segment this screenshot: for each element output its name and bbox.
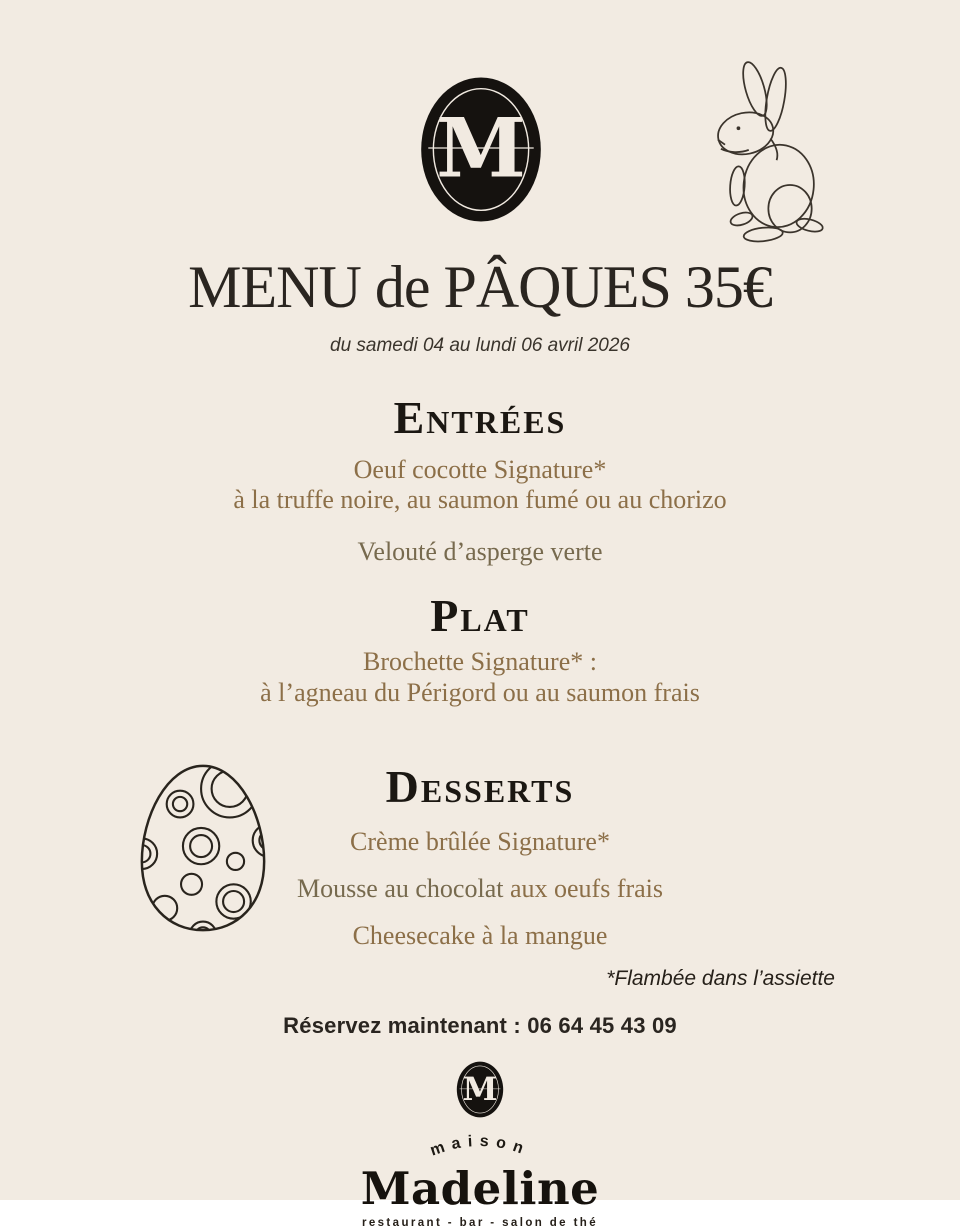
dish-description-part: aux oeufs frais xyxy=(509,873,664,903)
section-title-desserts: Desserts xyxy=(385,760,575,812)
maison-madeline-monogram-icon-small xyxy=(456,1061,504,1118)
dish-name: Cheesecake à la mangue xyxy=(352,921,608,951)
dish-name: Crème brûlée Signature* xyxy=(350,826,610,856)
dish-name: Brochette Signature* : xyxy=(363,647,597,677)
dish-group xyxy=(0,921,960,951)
menu-dates: du samedi 04 au lundi 06 avril 2026 xyxy=(330,335,630,356)
menu-title: MENU de PÂQUES 35€ xyxy=(188,254,772,320)
dish-name: Oeuf cocotte Signature* xyxy=(353,455,607,484)
dish-description: à l’agneau du Périgord ou au saumon frais xyxy=(260,677,700,707)
svg-text:maison xyxy=(428,1133,532,1160)
section-title-entrees: Entrées xyxy=(393,392,567,443)
brand-name: Madeline xyxy=(360,1162,600,1216)
dish-group xyxy=(0,874,960,904)
dish-name xyxy=(0,874,960,904)
brand-tagline: restaurant - bar - salon de thé xyxy=(361,1217,599,1229)
dish-group xyxy=(0,455,960,515)
dish-name: Velouté d’asperge verte xyxy=(357,537,603,567)
footer-brand-block xyxy=(0,1061,960,1229)
brand-prefix-text: maison xyxy=(428,1132,533,1160)
monogram-letter: M xyxy=(436,101,526,197)
dish-description: à la truffe noire, au saumon fumé ou au chorizo xyxy=(233,485,727,515)
dish-group xyxy=(0,647,960,707)
monogram-letter: M xyxy=(462,1071,498,1109)
section-title-plat: Plat xyxy=(430,590,530,642)
dish-name-part: Mousse au chocolat xyxy=(296,873,504,903)
dish-group xyxy=(0,537,960,567)
reservation-phone-line: Réservez maintenant : 06 64 45 43 09 xyxy=(283,1013,677,1039)
flambee-footnote: *Flambée dans l’assiette xyxy=(606,967,835,991)
dish-group xyxy=(0,827,960,857)
